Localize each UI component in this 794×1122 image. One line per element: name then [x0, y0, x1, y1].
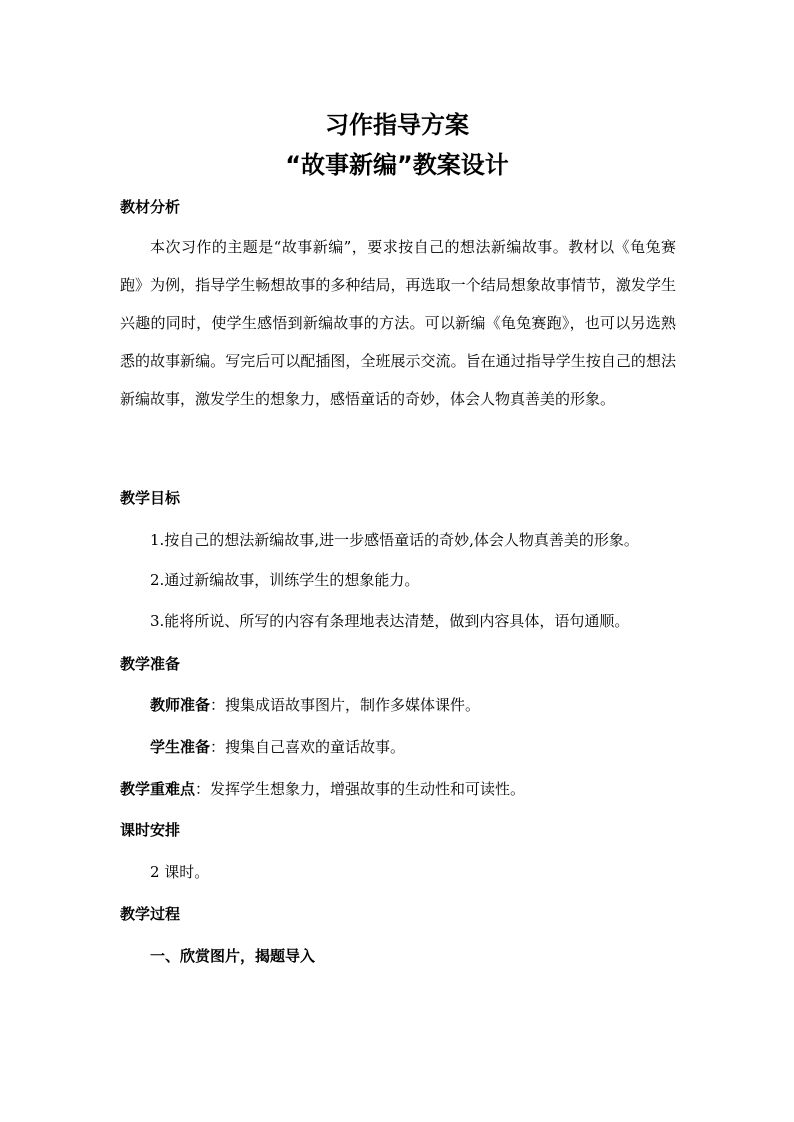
section-heading-preparation: 教学准备 — [120, 655, 181, 673]
section-heading-analysis: 教材分析 — [120, 198, 181, 216]
section-heading-process: 教学过程 — [120, 905, 181, 923]
goal-item-1: 1.按自己的想法新编故事,进一步感悟童话的奇妙,体会人物真善美的形象。 — [150, 531, 639, 549]
goal-item-2: 2.通过新编故事，训练学生的想象能力。 — [150, 571, 420, 589]
goal-item-3: 3.能将所说、所写的内容有条理地表达清楚，做到内容具体，语句通顺。 — [150, 612, 630, 630]
key-points — [120, 779, 525, 799]
process-step-1: 一、欣赏图片，揭题导入 — [150, 947, 316, 965]
teacher-preparation — [150, 695, 480, 715]
student-preparation — [150, 737, 405, 757]
schedule-text: 2 课时。 — [150, 863, 210, 881]
document-title: 习作指导方案 — [325, 111, 469, 139]
section-heading-schedule: 课时安排 — [120, 821, 181, 839]
teacher-preparation-text: ：搜集成语故事图片，制作多媒体课件。 — [210, 696, 481, 714]
key-points-label: 教学重难点 — [120, 780, 196, 798]
document-subtitle: “故事新编”教案设计 — [285, 151, 509, 179]
key-points-text: ：发挥学生想象力，增强故事的生动性和可读性。 — [195, 780, 526, 798]
teacher-preparation-label: 教师准备 — [150, 696, 211, 714]
section-heading-goals: 教学目标 — [120, 489, 181, 507]
analysis-paragraph: 本次习作的主题是“故事新编”，要求按自己的想法新编故事。教材以《龟兔赛跑》为例，指导学生畅想故事的多种结局，再选取一个结局想象故事情节，激发学生兴趣的同时，使学生感悟到新编故事的方法。可以新编《龟兔赛跑》，也可以另选熟悉的故事新编。写完后可以配插图，全班展示交流。旨在通过指导学生按自己的想法新编故事，激发学生的想象力，感悟童话的奇妙，体会人物真善美的形象。 — [120, 238, 676, 408]
student-preparation-text: ：搜集自己喜欢的童话故事。 — [210, 738, 406, 756]
student-preparation-label: 学生准备 — [150, 738, 211, 756]
